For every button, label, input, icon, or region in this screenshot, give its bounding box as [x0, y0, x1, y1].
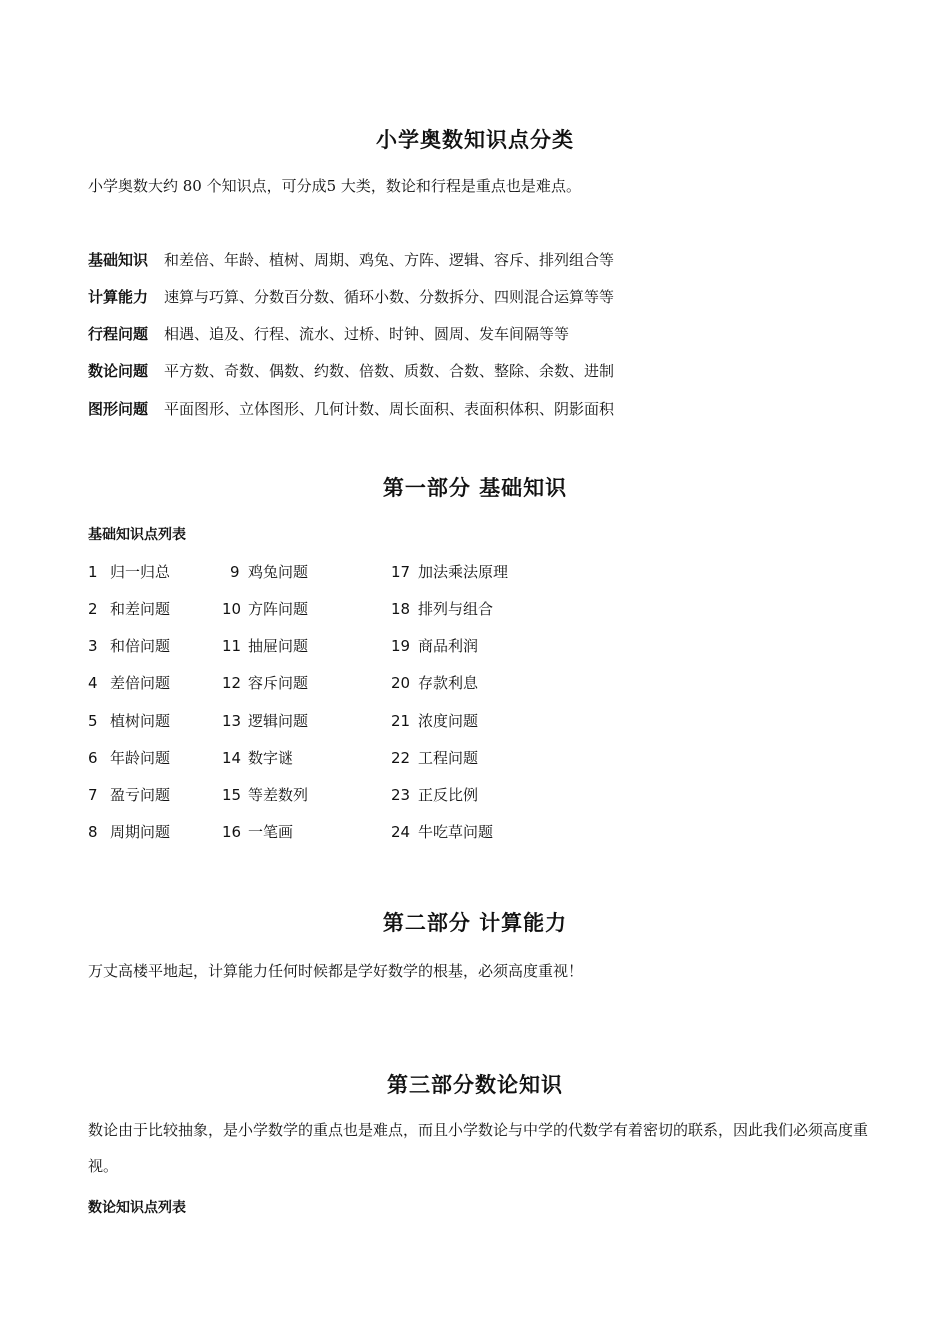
list-item	[88, 747, 170, 768]
list-item	[230, 561, 308, 582]
item-text: 抽屉问题	[248, 637, 309, 655]
item-number: 11	[222, 637, 242, 655]
list-item	[88, 672, 170, 693]
category-row	[88, 249, 614, 270]
item-number: 7	[88, 786, 98, 804]
list-item	[222, 821, 293, 842]
item-number: 4	[88, 674, 98, 692]
item-number: 18	[391, 600, 411, 618]
category-row	[88, 286, 614, 307]
item-number: 17	[391, 563, 411, 581]
item-text: 鸡兔问题	[248, 563, 309, 581]
list-item	[391, 784, 478, 805]
item-text: 一笔画	[248, 823, 294, 841]
category-label: 计算能力	[88, 288, 149, 306]
item-number: 21	[391, 712, 411, 730]
item-text: 容斥问题	[248, 674, 309, 692]
list-item	[222, 635, 308, 656]
category-row	[88, 323, 569, 344]
item-text: 和差问题	[110, 600, 171, 618]
category-label: 图形问题	[88, 400, 149, 418]
item-text: 牛吃草问题	[418, 823, 494, 841]
part3-heading: 第三部分数论知识	[387, 1073, 563, 1097]
item-number: 19	[391, 637, 411, 655]
part2-heading: 第二部分 计算能力	[382, 911, 568, 935]
item-text: 数字谜	[248, 749, 294, 767]
item-text: 归一归总	[110, 563, 171, 581]
category-label: 数论问题	[88, 362, 149, 380]
item-text: 存款利息	[418, 674, 479, 692]
item-number: 14	[222, 749, 242, 767]
item-text: 和倍问题	[110, 637, 171, 655]
item-number: 10	[222, 600, 242, 618]
list-item	[88, 784, 170, 805]
item-number: 13	[222, 712, 242, 730]
item-text: 商品利润	[418, 637, 479, 655]
item-number: 20	[391, 674, 411, 692]
item-number: 8	[88, 823, 98, 841]
item-number: 15	[222, 786, 242, 804]
category-content: 和差倍、年龄、植树、周期、鸡兔、方阵、逻辑、容斥、排列组合等	[164, 251, 615, 269]
item-text: 年龄问题	[110, 749, 171, 767]
item-text: 正反比例	[418, 786, 479, 804]
intro-paragraph: 小学奥数大约 80 个知识点，可分成5 大类，数论和行程是重点也是难点。	[88, 177, 581, 195]
list-item	[222, 710, 308, 731]
item-text: 加法乘法原理	[418, 563, 509, 581]
part3-paragraph: 数论由于比较抽象，是小学数学的重点也是难点，而且小学数论与中学的代数学有着密切的联系，因此我们必须高度重视。	[88, 1121, 869, 1175]
category-content: 速算与巧算、分数百分数、循环小数、分数拆分、四则混合运算等等	[164, 288, 615, 306]
item-text: 排列与组合	[418, 600, 494, 618]
list-item	[391, 598, 493, 619]
category-row	[88, 398, 614, 419]
item-number: 24	[391, 823, 411, 841]
item-number: 3	[88, 637, 98, 655]
list-item	[222, 747, 293, 768]
item-number: 1	[88, 563, 98, 581]
list-item	[88, 635, 170, 656]
list-item	[88, 561, 170, 582]
list-item	[391, 747, 478, 768]
part1-list-title: 基础知识点列表	[88, 527, 186, 543]
category-content: 平面图形、立体图形、几何计数、周长面积、表面积体积、阴影面积	[164, 400, 615, 418]
part3-list-title: 数论知识点列表	[88, 1200, 186, 1216]
item-text: 等差数列	[248, 786, 309, 804]
list-item	[391, 821, 493, 842]
list-item	[88, 710, 170, 731]
list-item	[222, 598, 308, 619]
item-number: 6	[88, 749, 98, 767]
item-text: 逻辑问题	[248, 712, 309, 730]
category-label: 基础知识	[88, 251, 149, 269]
list-item	[222, 784, 308, 805]
list-item	[391, 561, 508, 582]
item-number: 16	[222, 823, 242, 841]
item-text: 盈亏问题	[110, 786, 171, 804]
item-number: 22	[391, 749, 411, 767]
item-number: 9	[230, 563, 240, 581]
item-text: 周期问题	[110, 823, 171, 841]
item-number: 23	[391, 786, 411, 804]
list-item	[391, 710, 478, 731]
item-text: 植树问题	[110, 712, 171, 730]
list-item	[88, 821, 170, 842]
part2-paragraph: 万丈高楼平地起，计算能力任何时候都是学好数学的根基，必须高度重视！	[88, 962, 584, 980]
category-label: 行程问题	[88, 325, 149, 343]
item-number: 5	[88, 712, 98, 730]
item-text: 浓度问题	[418, 712, 479, 730]
item-text: 方阵问题	[248, 600, 309, 618]
list-item	[88, 598, 170, 619]
item-number: 2	[88, 600, 98, 618]
item-number: 12	[222, 674, 242, 692]
item-text: 工程问题	[418, 749, 479, 767]
category-content: 相遇、追及、行程、流水、过桥、时钟、圆周、发车间隔等等	[164, 325, 570, 343]
category-row	[88, 360, 614, 381]
document-title: 小学奥数知识点分类	[376, 128, 574, 152]
part1-heading: 第一部分 基础知识	[382, 476, 568, 500]
list-item	[391, 635, 478, 656]
list-item	[222, 672, 308, 693]
item-text: 差倍问题	[110, 674, 171, 692]
list-item	[391, 672, 478, 693]
category-content: 平方数、奇数、偶数、约数、倍数、质数、合数、整除、余数、进制	[164, 362, 615, 380]
